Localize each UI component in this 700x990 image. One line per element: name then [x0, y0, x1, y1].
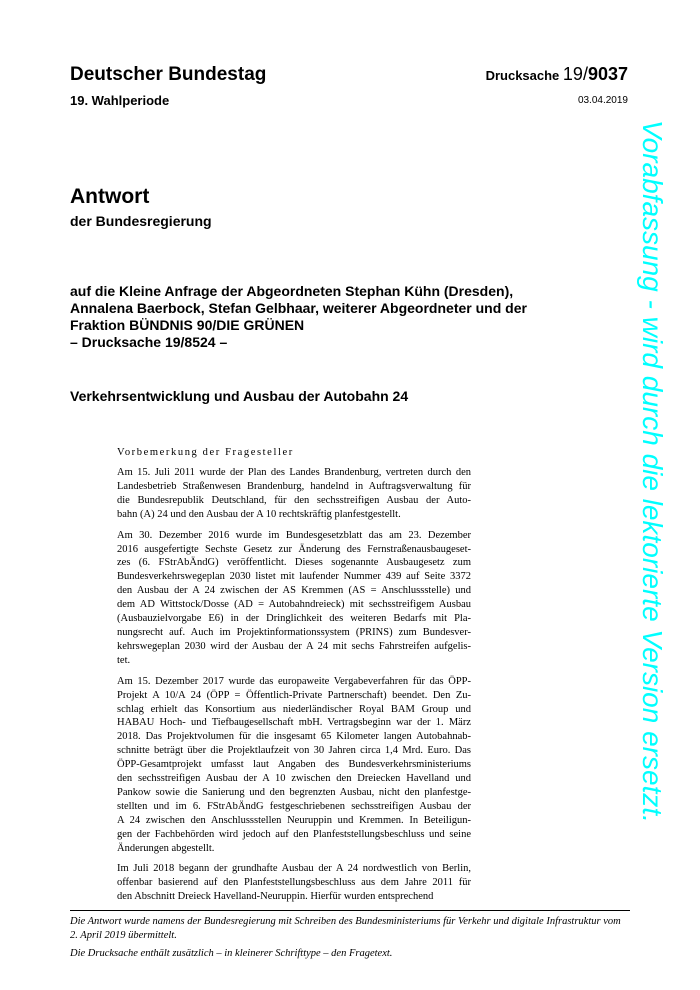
paragraph-line: Projekt A 10/A 24 (ÖPP = Öffentlich-Private Partnerschaft) beendet. Den Zu- — [117, 689, 471, 701]
paragraph-line: stellten und im 6. FStrAbÄndG festgeschriebenen sechsstreifigen Ausbau der — [117, 800, 471, 812]
document-subtitle: der Bundesregierung — [70, 213, 212, 229]
drucksache-main-number: 9037 — [587, 64, 628, 84]
inquiry-line: auf die Kleine Anfrage der Abgeordneten Stephan Kühn (Dresden), — [70, 283, 514, 299]
drucksache-label: Drucksache — [485, 68, 560, 83]
section-heading: Vorbemerkung der Fragesteller — [117, 447, 294, 458]
paragraph-line: nungsrecht auf. Auch im Projektinformationssystem (PRINS) zum Bundesver- — [117, 626, 471, 638]
paragraph-line: kehrswegeplan 2030 wird der Ausbau der A 24 mit sechs Fahrstreifen aufgelis- — [117, 640, 471, 652]
body-paragraph — [117, 466, 471, 522]
paragraph-line: 2018. Das Projektvolumen für die insgesamt 65 Kilometer langen Autobahnab- — [117, 731, 471, 743]
paragraph-line: (Ausbauzielvorgabe E6) in der Dringlichkeit des weiteren Bedarfs mit Pla- — [117, 613, 471, 625]
document-title: Verkehrsentwicklung und Ausbau der Autobahn 24 — [70, 388, 409, 404]
paragraph-line: tet. — [117, 654, 131, 666]
paragraph-line: Pankow sowie die Sanierung und den begrenzten Ausbau, nicht den planfestge- — [117, 786, 471, 798]
paragraph-line: die Bundesrepublik Deutschland, für den sechsstreifigen Ausbau der Auto- — [117, 494, 471, 506]
footer-note-transmission: Die Antwort wurde namens der Bundesregierung mit Schreiben des Bundesministeriums für Verkehr und digitale Infrastruktur vom 2. April 2019 übermittelt. — [70, 916, 621, 941]
body-paragraph — [117, 862, 471, 904]
paragraph-line: Bundesverkehrswegeplan 2030 listet mit laufender Nummer 439 auf Seite 3372 — [117, 571, 471, 583]
inquiry-line: Annalena Baerbock, Stefan Gelbhaar, weiterer Abgeordneter und der — [70, 300, 527, 316]
body-text — [117, 446, 471, 911]
drucksache-prefix: 19/ — [562, 64, 588, 84]
paragraph-line: offenbar basierend auf den Planfeststellungsbeschluss aus dem Jahre 2011 für — [117, 877, 471, 889]
paragraph-line: Am 15. Dezember 2017 wurde das europaweite Vergabeverfahren für das ÖPP- — [117, 675, 471, 687]
paragraph-line: dem AD Wittstock/Dosse (AD = Autobahndreieck) mit sechsstreifigem Ausbau — [117, 599, 471, 611]
document-type: Antwort — [70, 185, 150, 208]
drucksache-number — [486, 64, 628, 85]
paragraph-line: den Abschnitt Dreieck Havelland-Neuruppin. Hierfür wurden entsprechend — [117, 891, 434, 903]
institution-name: Deutscher Bundestag — [70, 64, 267, 85]
paragraph-line: Landesbetrieb Straßenwesen Brandenburg, handelnd in Auftragsverwaltung für — [117, 480, 471, 492]
legislative-period: 19. Wahlperiode — [70, 93, 170, 108]
paragraph-line: den Ausbau der A 24 zwischen der AS Kremmen (AS = Anschlussstelle) und — [117, 585, 471, 597]
paragraph-line: schnitte beträgt über die Projektlaufzeit von 30 Jahren circa 1,4 Mrd. Euro. Das — [117, 745, 471, 757]
body-paragraph — [117, 675, 471, 856]
paragraph-line: A 24 zwischen den Anschlussstellen Neuruppin und Kremmen. In Beteiligun- — [117, 814, 471, 826]
footer-notes — [70, 915, 630, 961]
inquiry-reference — [70, 283, 590, 351]
document-date: 03.04.2019 — [577, 95, 628, 106]
paragraph-line: HABAU Hoch- und Tiefbaugesellschaft mbH. Vertragsbeginn war der 1. März — [117, 717, 471, 729]
paragraph-line: Am 15. Juli 2011 wurde der Plan des Landes Brandenburg, vertreten durch den — [117, 467, 471, 478]
paragraph-line: ÖPP-Gesamtprojekt umfasst laut Angaben des Bundesverkehrsministeriums — [117, 759, 471, 771]
paragraph-line: Im Juli 2018 begann der grundhafte Ausbau der A 24 nordwestlich von Berlin, — [117, 863, 471, 875]
paragraph-line: schlag erhielt das Konsortium aus niederländischer Royal BAM Group und — [117, 703, 471, 715]
draft-watermark: Vorabfassung - wird durch die lektorierte Version ersetzt. — [637, 120, 668, 823]
paragraph-line: bahn (A) 24 und den Ausbau der A 10 rechtskräftig planfestgestellt. — [117, 508, 401, 520]
paragraph-line: Am 30. Dezember 2016 wurde im Bundesgesetzblatt das am 23. Dezember — [117, 529, 471, 541]
paragraph-line: zes (6. FStrAbÄndG) veröffentlicht. Dieses sogenannte Ausbaugesetz zum — [117, 557, 471, 569]
paragraph-line: 2016 ausgefertigte Sechste Gesetz zur Änderung des Fernstraßenausbaugeset- — [117, 543, 471, 555]
paragraph-list — [117, 466, 471, 904]
inquiry-line: Fraktion BÜNDNIS 90/DIE GRÜNEN — [70, 317, 305, 333]
paragraph-line: Änderungen abgestellt. — [117, 842, 215, 854]
paragraph-line: den sechsstreifigen Ausbau der A 10 zwischen den Dreiecken Havelland und — [117, 773, 471, 785]
body-paragraph — [117, 529, 471, 668]
footer-divider — [70, 910, 630, 911]
paragraph-line: gen der Fachbehörden wird jedoch auf den Planfeststellungsbeschluss und seine — [117, 828, 471, 840]
footer-note-font: Die Drucksache enthält zusätzlich – in kleinerer Schrifttype – den Fragetext. — [70, 948, 393, 959]
inquiry-line: – Drucksache 19/8524 – — [70, 334, 228, 350]
